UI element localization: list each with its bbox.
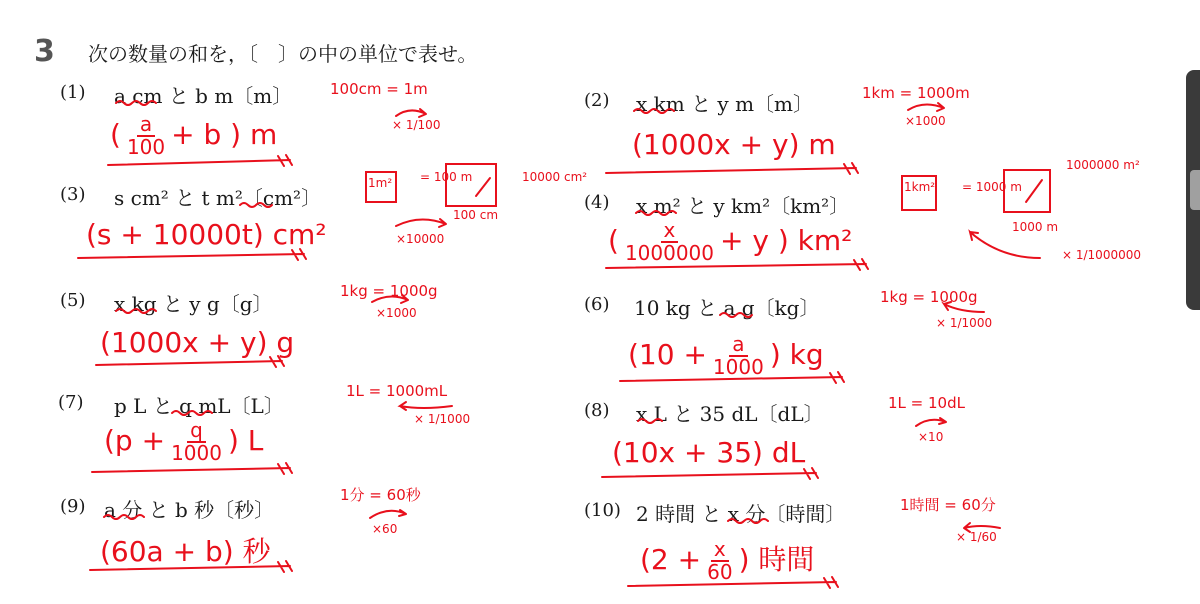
- problem-1-text: a cm と b m〔m〕: [114, 84, 293, 108]
- problem-4-note-unit: 1km²: [904, 180, 936, 194]
- problem-10-answer-close: ) 時間: [738, 543, 815, 576]
- problem-3-note-unit: 1m²: [368, 176, 393, 190]
- problem-10-number: (10): [584, 500, 621, 521]
- problem-9-answer: (60a + b) 秒: [100, 535, 271, 568]
- problem-10-text: 2 時間 と x 分〔時間〕: [636, 502, 846, 526]
- problem-6-number: (6): [584, 294, 610, 315]
- problem-9-text: a 分 と b 秒〔秒〕: [104, 498, 275, 522]
- problem-4-answer-open: (: [608, 224, 619, 257]
- problem-6-note: 1kg = 1000g: [880, 288, 978, 306]
- problem-3-note-eq: = 100 m: [420, 170, 473, 184]
- problem-5-text: x kg と y g〔g〕: [114, 292, 273, 316]
- problem-8-arrow: [916, 418, 946, 426]
- problem-6-squiggle: [720, 313, 752, 317]
- problem-8-squiggle: [638, 419, 662, 423]
- problem-7-answer-denominator: 1000: [171, 441, 222, 465]
- problem-6-note-factor: × 1/1000: [936, 316, 993, 330]
- problem-5-note: 1kg = 1000g: [340, 282, 438, 300]
- problem-2-answer: (1000x + y) m: [632, 128, 836, 161]
- problem-3-text: s cm² と t m²〔cm²〕: [114, 186, 322, 210]
- problem-7-answer-open: (p +: [104, 424, 166, 457]
- problem-2-answer-underline: [606, 163, 858, 174]
- problem-3-answer-underline: [78, 249, 306, 260]
- problem-2-note-factor: ×1000: [905, 114, 946, 128]
- question-number: 3: [34, 34, 55, 69]
- problem-3-arrow: [396, 219, 446, 227]
- problem-3-note-side: 100 cm: [453, 208, 499, 222]
- problem-10-squiggle: [728, 519, 768, 523]
- problem-6-answer-close: ) kg: [769, 338, 824, 371]
- problem-3-large-square: [446, 164, 496, 206]
- problem-5-squiggle: [116, 309, 156, 313]
- problem-4-note-area: 1000000 m²: [1066, 158, 1140, 172]
- problem-4-squiggle: [636, 211, 676, 215]
- problem-1-squiggle: [116, 101, 156, 105]
- problem-3-answer: (s + 10000t) cm²: [86, 218, 327, 251]
- problem-1-note-factor: × 1/100: [392, 118, 441, 132]
- problem-2-arrow: [908, 103, 944, 111]
- problem-1-answer-denominator: 100: [126, 135, 166, 159]
- problem-6-answer-numerator: a: [729, 334, 747, 357]
- problem-8-number: (8): [584, 400, 610, 421]
- problem-7-arrow: [400, 402, 452, 410]
- problem-4-note-side: 1000 m: [1012, 220, 1059, 234]
- problem-6-answer-denominator: 1000: [712, 355, 764, 379]
- problem-4-note-eq: = 1000 m: [962, 180, 1022, 194]
- problem-10-answer-underline: [628, 577, 838, 588]
- problem-7-answer-numerator: q: [187, 420, 206, 443]
- problem-3-small-square: [366, 172, 396, 202]
- problem-6-arrow: [944, 302, 984, 312]
- problem-3-squiggle: [240, 203, 272, 207]
- problem-1-answer-close: + b ) m: [171, 118, 278, 151]
- problem-6-answer-underline: [620, 372, 844, 383]
- problem-2-squiggle: [634, 109, 674, 113]
- problem-4-large-square-mark: [1026, 180, 1042, 202]
- problem-7-number: (7): [58, 392, 84, 413]
- problem-4-large-square: [1004, 170, 1050, 212]
- problem-10-answer-numerator: x: [711, 539, 729, 562]
- problem-4-arrow: [970, 232, 1040, 258]
- problem-4-answer-numerator: x: [661, 220, 679, 243]
- problem-1-answer-open: (: [110, 118, 121, 151]
- problem-3-note-area: 10000 cm²: [522, 170, 588, 184]
- problem-4-note-factor: × 1/1000000: [1062, 248, 1141, 262]
- problem-1-arrow: [396, 109, 426, 117]
- problem-1-answer-numerator: a: [137, 114, 155, 137]
- problem-8-answer-underline: [602, 468, 818, 479]
- problem-9-note: 1分 = 60秒: [340, 486, 421, 504]
- problem-10-arrow: [964, 523, 1000, 532]
- problem-8-answer: (10x + 35) dL: [612, 436, 806, 469]
- problem-3-large-square-mark: [476, 178, 490, 196]
- problem-5-note-factor: ×1000: [376, 306, 417, 320]
- problem-8-text: x L と 35 dL〔dL〕: [636, 402, 824, 426]
- problem-10-note-factor: × 1/60: [956, 530, 997, 544]
- problem-5-answer-underline: [96, 356, 284, 367]
- problem-4-answer-underline: [606, 259, 868, 270]
- problem-2-text: x km と y m〔m〕: [636, 92, 814, 116]
- problem-4-small-square: [902, 176, 936, 210]
- problem-4-answer-close: + y ) km²: [720, 224, 853, 257]
- problem-10-note: 1時間 = 60分: [900, 496, 996, 514]
- problem-5-arrow: [372, 295, 408, 303]
- problem-8-note-factor: ×10: [918, 430, 944, 444]
- problem-5-answer: (1000x + y) g: [100, 326, 295, 359]
- problem-3-note-factor: ×10000: [396, 232, 445, 246]
- problem-1-number: (1): [60, 82, 86, 103]
- problem-7-squiggle: [172, 411, 212, 415]
- problem-7-note-factor: × 1/1000: [414, 412, 471, 426]
- problem-7-note: 1L = 1000mL: [346, 382, 448, 400]
- problem-9-squiggle: [104, 515, 144, 519]
- problem-1-note: 100cm = 1m: [330, 80, 428, 98]
- problem-9-note-factor: ×60: [372, 522, 398, 536]
- problem-10-answer-denominator: 60: [707, 560, 733, 584]
- problem-4-number: (4): [584, 192, 610, 213]
- problem-2-note: 1km = 1000m: [862, 84, 970, 102]
- problem-7-answer-close: ) L: [227, 424, 264, 457]
- problem-4-answer-denominator: 1000000: [624, 241, 715, 265]
- problem-4-text: x m² と y km²〔km²〕: [636, 194, 850, 218]
- problem-6-text: 10 kg と a g〔kg〕: [634, 296, 820, 320]
- problem-2-number: (2): [584, 90, 610, 111]
- problem-10-answer-open: (2 +: [640, 543, 702, 576]
- problem-7-answer-underline: [92, 463, 292, 474]
- problem-5-number: (5): [60, 290, 86, 311]
- problem-7-text: p L と q mL〔L〕: [114, 394, 284, 418]
- problem-6-answer-open: (10 +: [628, 338, 707, 371]
- question-instruction: 次の数量の和を，〔 〕の中の単位で表せ。: [88, 42, 478, 66]
- problem-9-arrow: [370, 510, 406, 518]
- problem-1-answer-underline: [108, 155, 292, 166]
- problem-9-number: (9): [60, 496, 86, 517]
- problem-9-answer-underline: [90, 561, 292, 572]
- problem-3-number: (3): [60, 184, 86, 205]
- problem-8-note: 1L = 10dL: [888, 394, 965, 412]
